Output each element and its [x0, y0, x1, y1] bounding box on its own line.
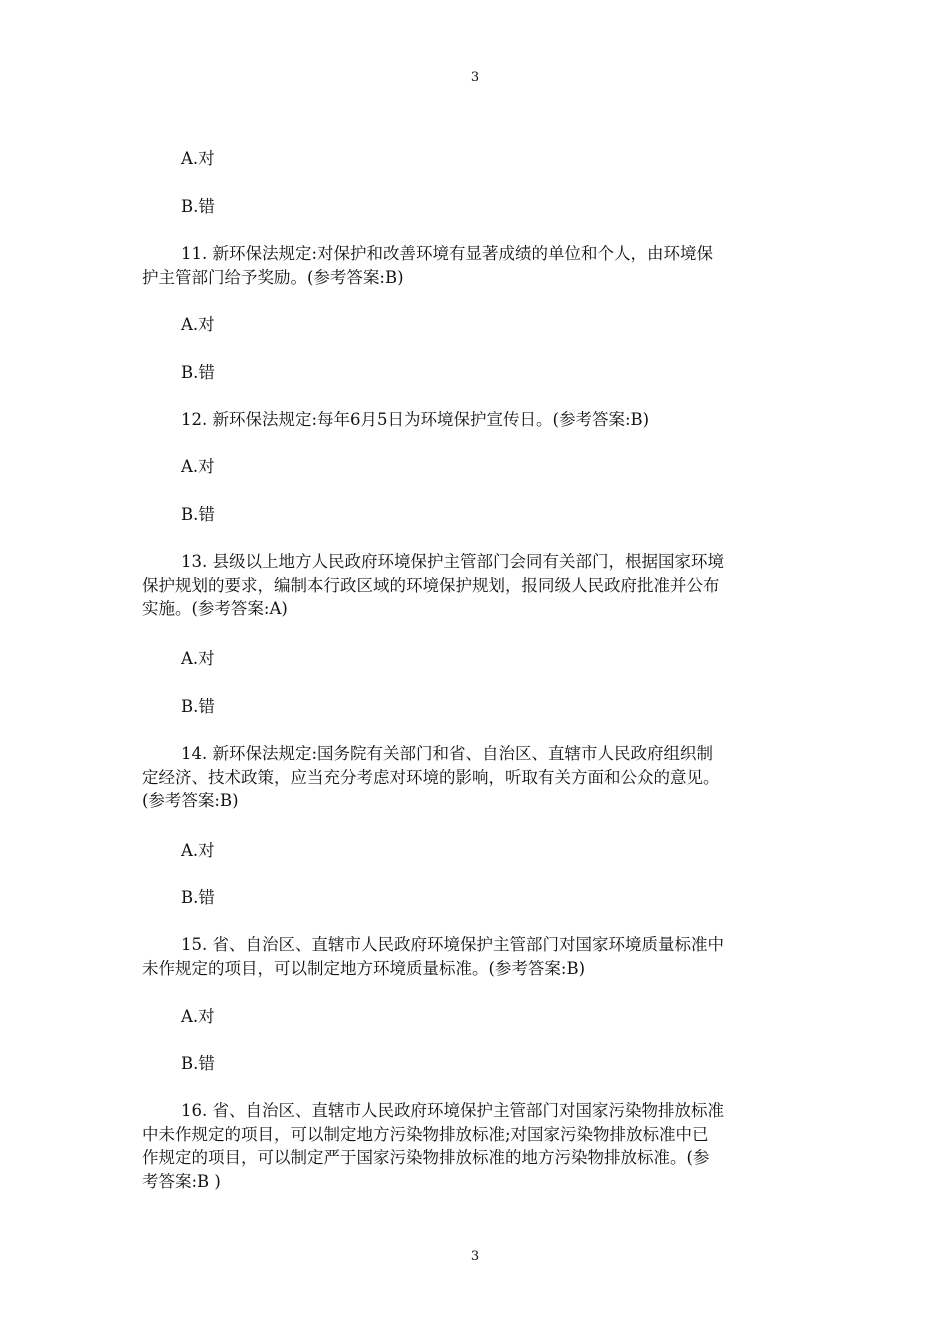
option-a: A.对: [181, 315, 215, 334]
question-line: 16. 省、自治区、直辖市人民政府环境保护主管部门对国家污染物排放标准: [181, 1101, 724, 1120]
question-line: 保护规划的要求，编制本行政区域的环境保护规划，报同级人民政府批准并公布: [142, 575, 720, 595]
question-line: 中未作规定的项目，可以制定地方污染物排放标准;对国家污染物排放标准中已: [142, 1124, 709, 1144]
question-line: 11. 新环保法规定:对保护和改善环境有显著成绩的单位和个人，由环境保: [181, 244, 714, 263]
option-b: B.错: [181, 1054, 215, 1073]
question-line: 定经济、技术政策，应当充分考虑对环境的影响，听取有关方面和公众的意见。: [142, 767, 720, 787]
question-12: [142, 408, 810, 432]
option-b: B.错: [181, 888, 215, 907]
question-line: 未作规定的项目，可以制定地方环境质量标准。(参考答案:B): [142, 958, 586, 978]
option-b: B.错: [181, 697, 215, 716]
question-line: (参考答案:B): [142, 791, 239, 810]
question-14: [142, 742, 810, 813]
question-line: 15. 省、自治区、直辖市人民政府环境保护主管部门对国家环境质量标准中: [181, 935, 724, 954]
question-line: 13. 县级以上地方人民政府环境保护主管部门会同有关部门，根据国家环境: [181, 552, 724, 571]
option-b: B.错: [181, 197, 215, 216]
option-b: B.错: [181, 505, 215, 524]
question-line: 12. 新环保法规定:每年6月5日为环境保护宣传日。(参考答案:B): [181, 410, 650, 429]
question-line: 考答案:B ): [142, 1171, 221, 1191]
page-number-top: 3: [470, 70, 480, 85]
question-line: 实施。(参考答案:A): [142, 599, 288, 618]
option-a: A.对: [181, 649, 215, 668]
question-line: 护主管部门给予奖励。(参考答案:B): [142, 267, 404, 287]
option-a: A.对: [181, 457, 215, 476]
question-16: [142, 1099, 810, 1193]
question-line: 14. 新环保法规定:国务院有关部门和省、自治区、直辖市人民政府组织制: [181, 744, 714, 763]
option-a: A.对: [181, 841, 215, 860]
option-b: B.错: [181, 363, 215, 382]
question-line: 作规定的项目，可以制定严于国家污染物排放标准的地方污染物排放标准。(参: [142, 1148, 710, 1167]
page-number-bottom: 3: [470, 1249, 480, 1264]
question-13: [142, 550, 810, 621]
question-15: [142, 933, 810, 980]
question-11: [142, 242, 810, 289]
option-a: A.对: [181, 149, 215, 168]
option-a: A.对: [181, 1007, 215, 1026]
